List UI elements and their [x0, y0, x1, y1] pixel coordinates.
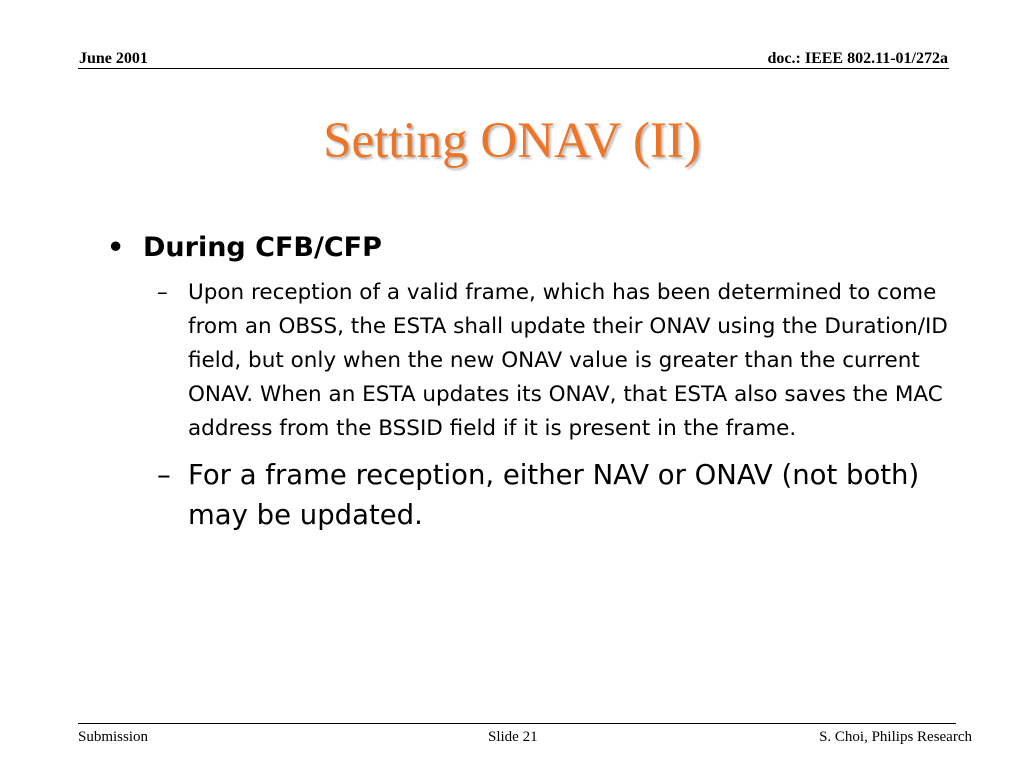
header-date: June 2001: [79, 50, 148, 67]
slide-body: [107, 228, 967, 535]
sub-item-nav-or-onav: [107, 455, 967, 535]
footer-divider: [78, 723, 956, 724]
bullet-marker: •: [107, 232, 125, 263]
sub-item-text: Upon reception of a valid frame, which has been determined to come from an OBSS, the ESTA shall update their ONAV using the Duration/ID field, but only when the new ONAV value is greater than the current ONAV. When an ESTA updates its ONAV, that ESTA also saves the MAC address from the BSSID field if it is present in the frame.: [188, 280, 948, 441]
sub-item-marker: –: [157, 280, 168, 305]
footer-submission: Submission: [78, 729, 149, 745]
sub-item-onav-update: [107, 276, 967, 446]
header-doc-id: doc.: IEEE 802.11-01/272a: [767, 50, 948, 67]
sub-item-text: For a frame reception, either NAV or ONAV (not both) may be updated.: [188, 459, 920, 531]
bullet-text: During CFB/CFP: [143, 232, 382, 263]
bullet-item: [107, 228, 967, 268]
slide-title: Setting ONAV (II): [323, 113, 701, 169]
sub-item-marker: –: [157, 459, 171, 491]
footer-author: S. Choi, Philips Research: [819, 729, 972, 745]
header-divider: [78, 68, 949, 69]
footer-slide-number: Slide 21: [488, 729, 538, 745]
